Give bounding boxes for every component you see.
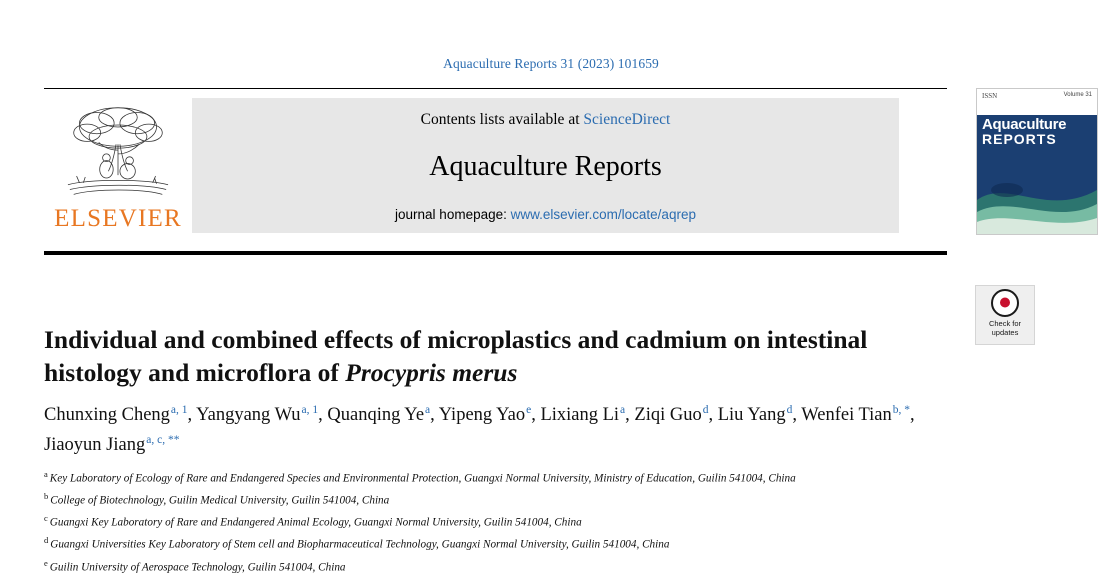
author-marks: a, c, ** (146, 434, 180, 447)
journal-band (192, 98, 899, 233)
page-title (44, 323, 949, 389)
cover-journal-title (982, 117, 1066, 147)
author-list (44, 398, 949, 458)
author-marks: a (425, 404, 431, 416)
cover-title-line1: Aquaculture (982, 116, 1067, 133)
author-item[interactable] (718, 405, 802, 425)
elsevier-tree-icon (60, 100, 176, 204)
author-sep: , (187, 405, 197, 426)
title-species-italic: Procypris merus (345, 358, 518, 388)
author-name: Chunxing Cheng (44, 405, 170, 426)
cover-volume-text: Volume 31 (1063, 92, 1092, 98)
affiliation-mark: a (44, 469, 48, 479)
author-name: Yipeng Yao (438, 405, 526, 426)
masthead-bottom-rule (44, 251, 947, 255)
author-item[interactable] (801, 405, 914, 425)
author-item[interactable] (44, 435, 179, 455)
running-head: Aquaculture Reports 31 (2023) 101659 (443, 56, 659, 71)
homepage-prefix: journal homepage: (395, 207, 511, 222)
affiliation-mark: c (44, 513, 48, 524)
affiliation-item (44, 466, 1004, 488)
author-item[interactable] (540, 405, 634, 425)
author-marks: e (526, 404, 532, 416)
author-item[interactable] (327, 405, 438, 425)
crossmark-label-line2: updates (991, 328, 1019, 337)
elsevier-logo (44, 88, 192, 233)
author-sep: , (625, 405, 635, 426)
affiliation-text: College of Biotechnology, Guilin Medical University, Guilin 541004, China (50, 494, 390, 507)
author-sep: , (792, 405, 802, 426)
affiliation-text: Guangxi Key Laboratory of Rare and Endangered Animal Ecology, Guangxi Normal University, Guilin 541004, China (49, 517, 582, 530)
author-marks: d (786, 404, 793, 416)
affiliation-item (44, 510, 1004, 532)
affiliation-mark: e (44, 557, 48, 568)
author-item[interactable] (44, 405, 196, 425)
affiliation-text: Guilin University of Aerospace Technology, Guilin 541004, China (49, 561, 346, 574)
journal-masthead (44, 88, 1092, 240)
author-sep: , (430, 405, 439, 426)
contents-line (421, 111, 671, 129)
author-marks: d (702, 404, 709, 416)
author-item[interactable] (634, 405, 717, 425)
affiliation-mark: d (44, 535, 49, 546)
crossmark-check-for-updates[interactable] (975, 285, 1035, 345)
author-name: Quanqing Ye (327, 405, 425, 426)
journal-cover-thumbnail[interactable] (976, 88, 1098, 235)
journal-homepage-link[interactable]: www.elsevier.com/locate/aqrep (510, 207, 696, 222)
affiliation-item (44, 555, 1004, 577)
affiliation-list (44, 466, 1004, 577)
author-name: Ziqi Guo (634, 405, 702, 426)
author-sep: , (708, 405, 718, 426)
author-marks: a, 1 (170, 404, 188, 416)
author-marks: a, 1 (301, 404, 319, 416)
author-item[interactable] (196, 405, 327, 425)
affiliation-item (44, 532, 1004, 554)
author-sep: , (531, 405, 541, 426)
author-name: Lixiang Li (540, 405, 620, 426)
affiliation-text: Guangxi Universities Key Laboratory of Stem cell and Biopharmaceutical Technology, Guangxi Normal University, Guilin 541004, China (50, 539, 670, 552)
title-text: Individual and combined effects of microplastics and cadmium on intestinal histology and microflora of (44, 325, 868, 388)
crossmark-icon (991, 289, 1019, 317)
cover-artwork (977, 160, 1097, 234)
author-marks: a (620, 404, 626, 416)
author-marks: b, * (892, 404, 911, 416)
author-sep: , (318, 405, 328, 426)
author-name: Yangyang Wu (196, 405, 301, 426)
elsevier-wordmark: ELSEVIER (54, 205, 182, 232)
cover-title-line2: REPORTS (982, 131, 1057, 147)
author-name: Wenfei Tian (801, 405, 892, 426)
author-item[interactable] (439, 405, 541, 425)
author-name: Liu Yang (717, 405, 786, 426)
affiliation-item (44, 488, 1004, 510)
homepage-line (395, 207, 696, 222)
journal-title: Aquaculture Reports (429, 151, 662, 182)
author-sep: , (910, 405, 915, 426)
sciencedirect-link[interactable]: ScienceDirect (583, 111, 671, 128)
author-name: Jiaoyun Jiang (44, 435, 146, 456)
crossmark-label (989, 319, 1021, 337)
affiliation-text: Key Laboratory of Ecology of Rare and Endangered Species and Environmental Protection, Guangxi Normal University, Ministry of Education, Guilin 541004, China (49, 472, 796, 485)
contents-prefix: Contents lists available at (420, 111, 584, 128)
crossmark-label-line1: Check for (988, 319, 1022, 328)
affiliation-mark: b (44, 491, 49, 502)
cover-issn-text: ISSN (982, 92, 998, 100)
